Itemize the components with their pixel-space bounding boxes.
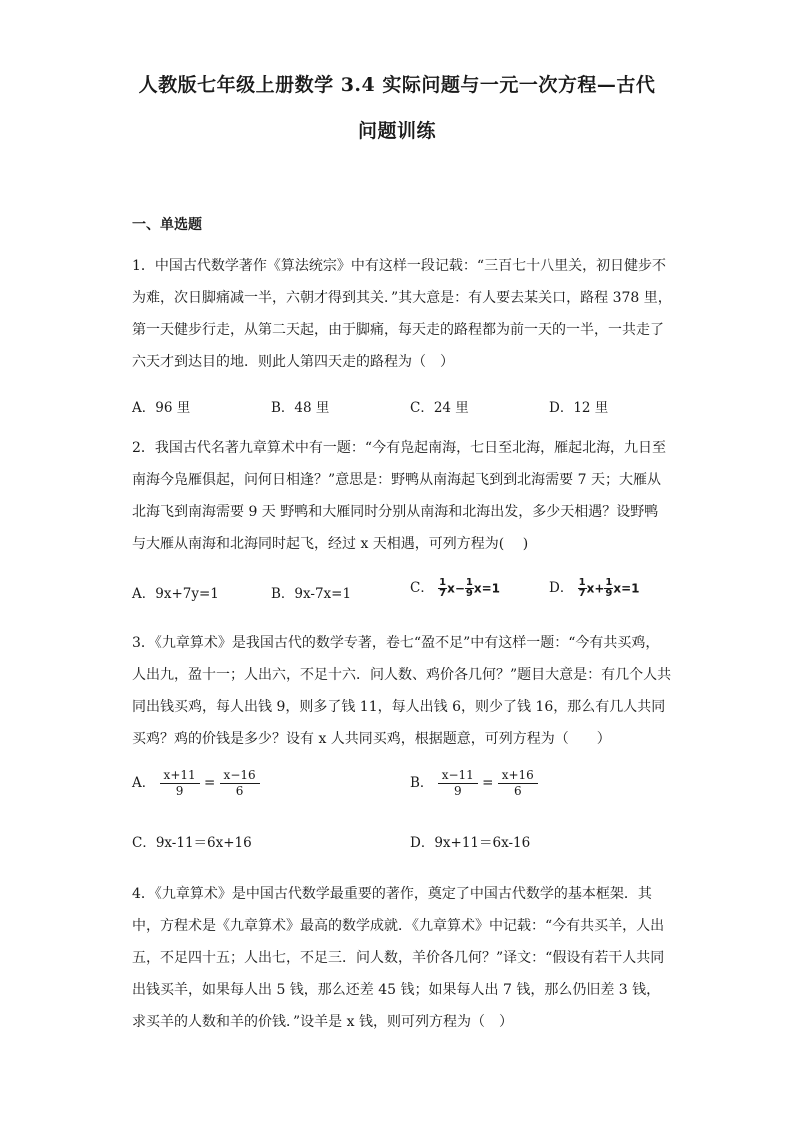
question-1-option-a: A．96 里 [132, 400, 191, 416]
fraction: $\frac{x-11}{9}$ [438, 768, 478, 799]
question-2-option-a: A．9x+7y=1 [132, 586, 219, 602]
fraction-one-seventh: $\frac{1}{7}$ [439, 577, 447, 599]
fraction: $\frac{x+16}{6}$ [498, 768, 538, 799]
fraction-one-seventh: $\frac{1}{7}$ [578, 577, 586, 599]
section-heading: 一、单选题 [132, 217, 202, 233]
question-3-option-a: A． $\frac{x+11}{9}$ = $\frac{x-16}{6}$ [132, 768, 260, 799]
document-title-line-2: 问题训练 [357, 120, 436, 142]
question-3-option-c: C．9x-11＝6x+16 [132, 835, 252, 851]
fraction-one-ninth: $\frac{1}{9}$ [605, 577, 613, 599]
fraction: $\frac{x+11}{9}$ [160, 768, 200, 799]
document-title-line-1: 人教版七年级上册数学 3.4 实际问题与一元一次方程—古代 [138, 74, 656, 96]
question-3-option-d: D．9x+11＝6x-16 [410, 835, 531, 851]
question-2-option-b: B．9x-7x=1 [271, 586, 352, 602]
question-1-option-d: D．12 里 [549, 400, 609, 416]
question-1-option-b: B．48 里 [271, 400, 330, 416]
fraction: $\frac{x-16}{6}$ [220, 768, 260, 799]
option-c-label: C． [410, 580, 434, 596]
question-1-text: 1．中国古代数学著作《算法统宗》中有这样一段记载：“三百七十八里关，初日健步不为难，次日脚痛减一半，六朝才得到其关．”其大意是：有人要去某关口，路程 378 里，第一天健步行走，从第二天起，由于脚痛，每天走的路程都为前一天的一半，一共走了六天才到达目的地．则此人第四天走的路程为（ ） [132, 258, 672, 370]
question-2-text: 2．我国古代名著九章算术中有一题：“今有凫起南海，七日至北海，雁起北海，九日至南海今凫雁俱起，问何日相逢？”意思是：野鸭从南海起飞到到北海需要 7 天；大雁从北海飞到南海需要 9 天 野鸭和大雁同时分别从南海和北海出发，多少天相遇？设野鸭与大雁从南海和北海同时起飞，经过 x 天相遇，可列方程为( ) [132, 440, 667, 552]
question-4-text: 4．《九章算术》是中国古代数学最重要的著作，奠定了中国古代数学的基本框架．其中，方程术是《九章算术》最高的数学成就．《九章算术》中记载：“今有共买羊，人出五，不足四十五；人出七，不足三．问人数，羊价各几何？”译文：“假设有若干人共同出钱买羊，如果每人出 5 钱，那么还差 45 钱；如果每人出 7 钱，那么仍旧差 3 钱，求买羊的人数和羊的价钱．”设羊是 x 钱，则可列方程为（ ） [132, 886, 665, 1030]
option-d-label: D． [549, 580, 574, 596]
question-3-option-b: B． $\frac{x-11}{9}$ = $\frac{x+16}{6}$ [410, 768, 538, 799]
question-2-option-c: C． $\frac{1}{7}$ x− $\frac{1}{9}$ x=1 [410, 577, 501, 599]
question-3-text: 3．《九章算术》是我国古代的数学专著，卷七“盈不足”中有这样一题：“今有共买鸡，人出九，盈十一；人出六，不足十六．问人数、鸡价各几何？”题目大意是：有几个人共同出钱买鸡，每人出钱 9，则多了钱 11，每人出钱 6，则少了钱 16，那么有几人共同买鸡？鸡的价钱是多少？设有 x 人共同买鸡，根据题意，可列方程为（ ） [132, 635, 672, 747]
question-2-option-d: D． $\frac{1}{7}$ x+ $\frac{1}{9}$ x=1 [549, 577, 640, 599]
fraction-one-ninth: $\frac{1}{9}$ [465, 577, 473, 599]
question-1-option-c: C．24 里 [410, 400, 469, 416]
